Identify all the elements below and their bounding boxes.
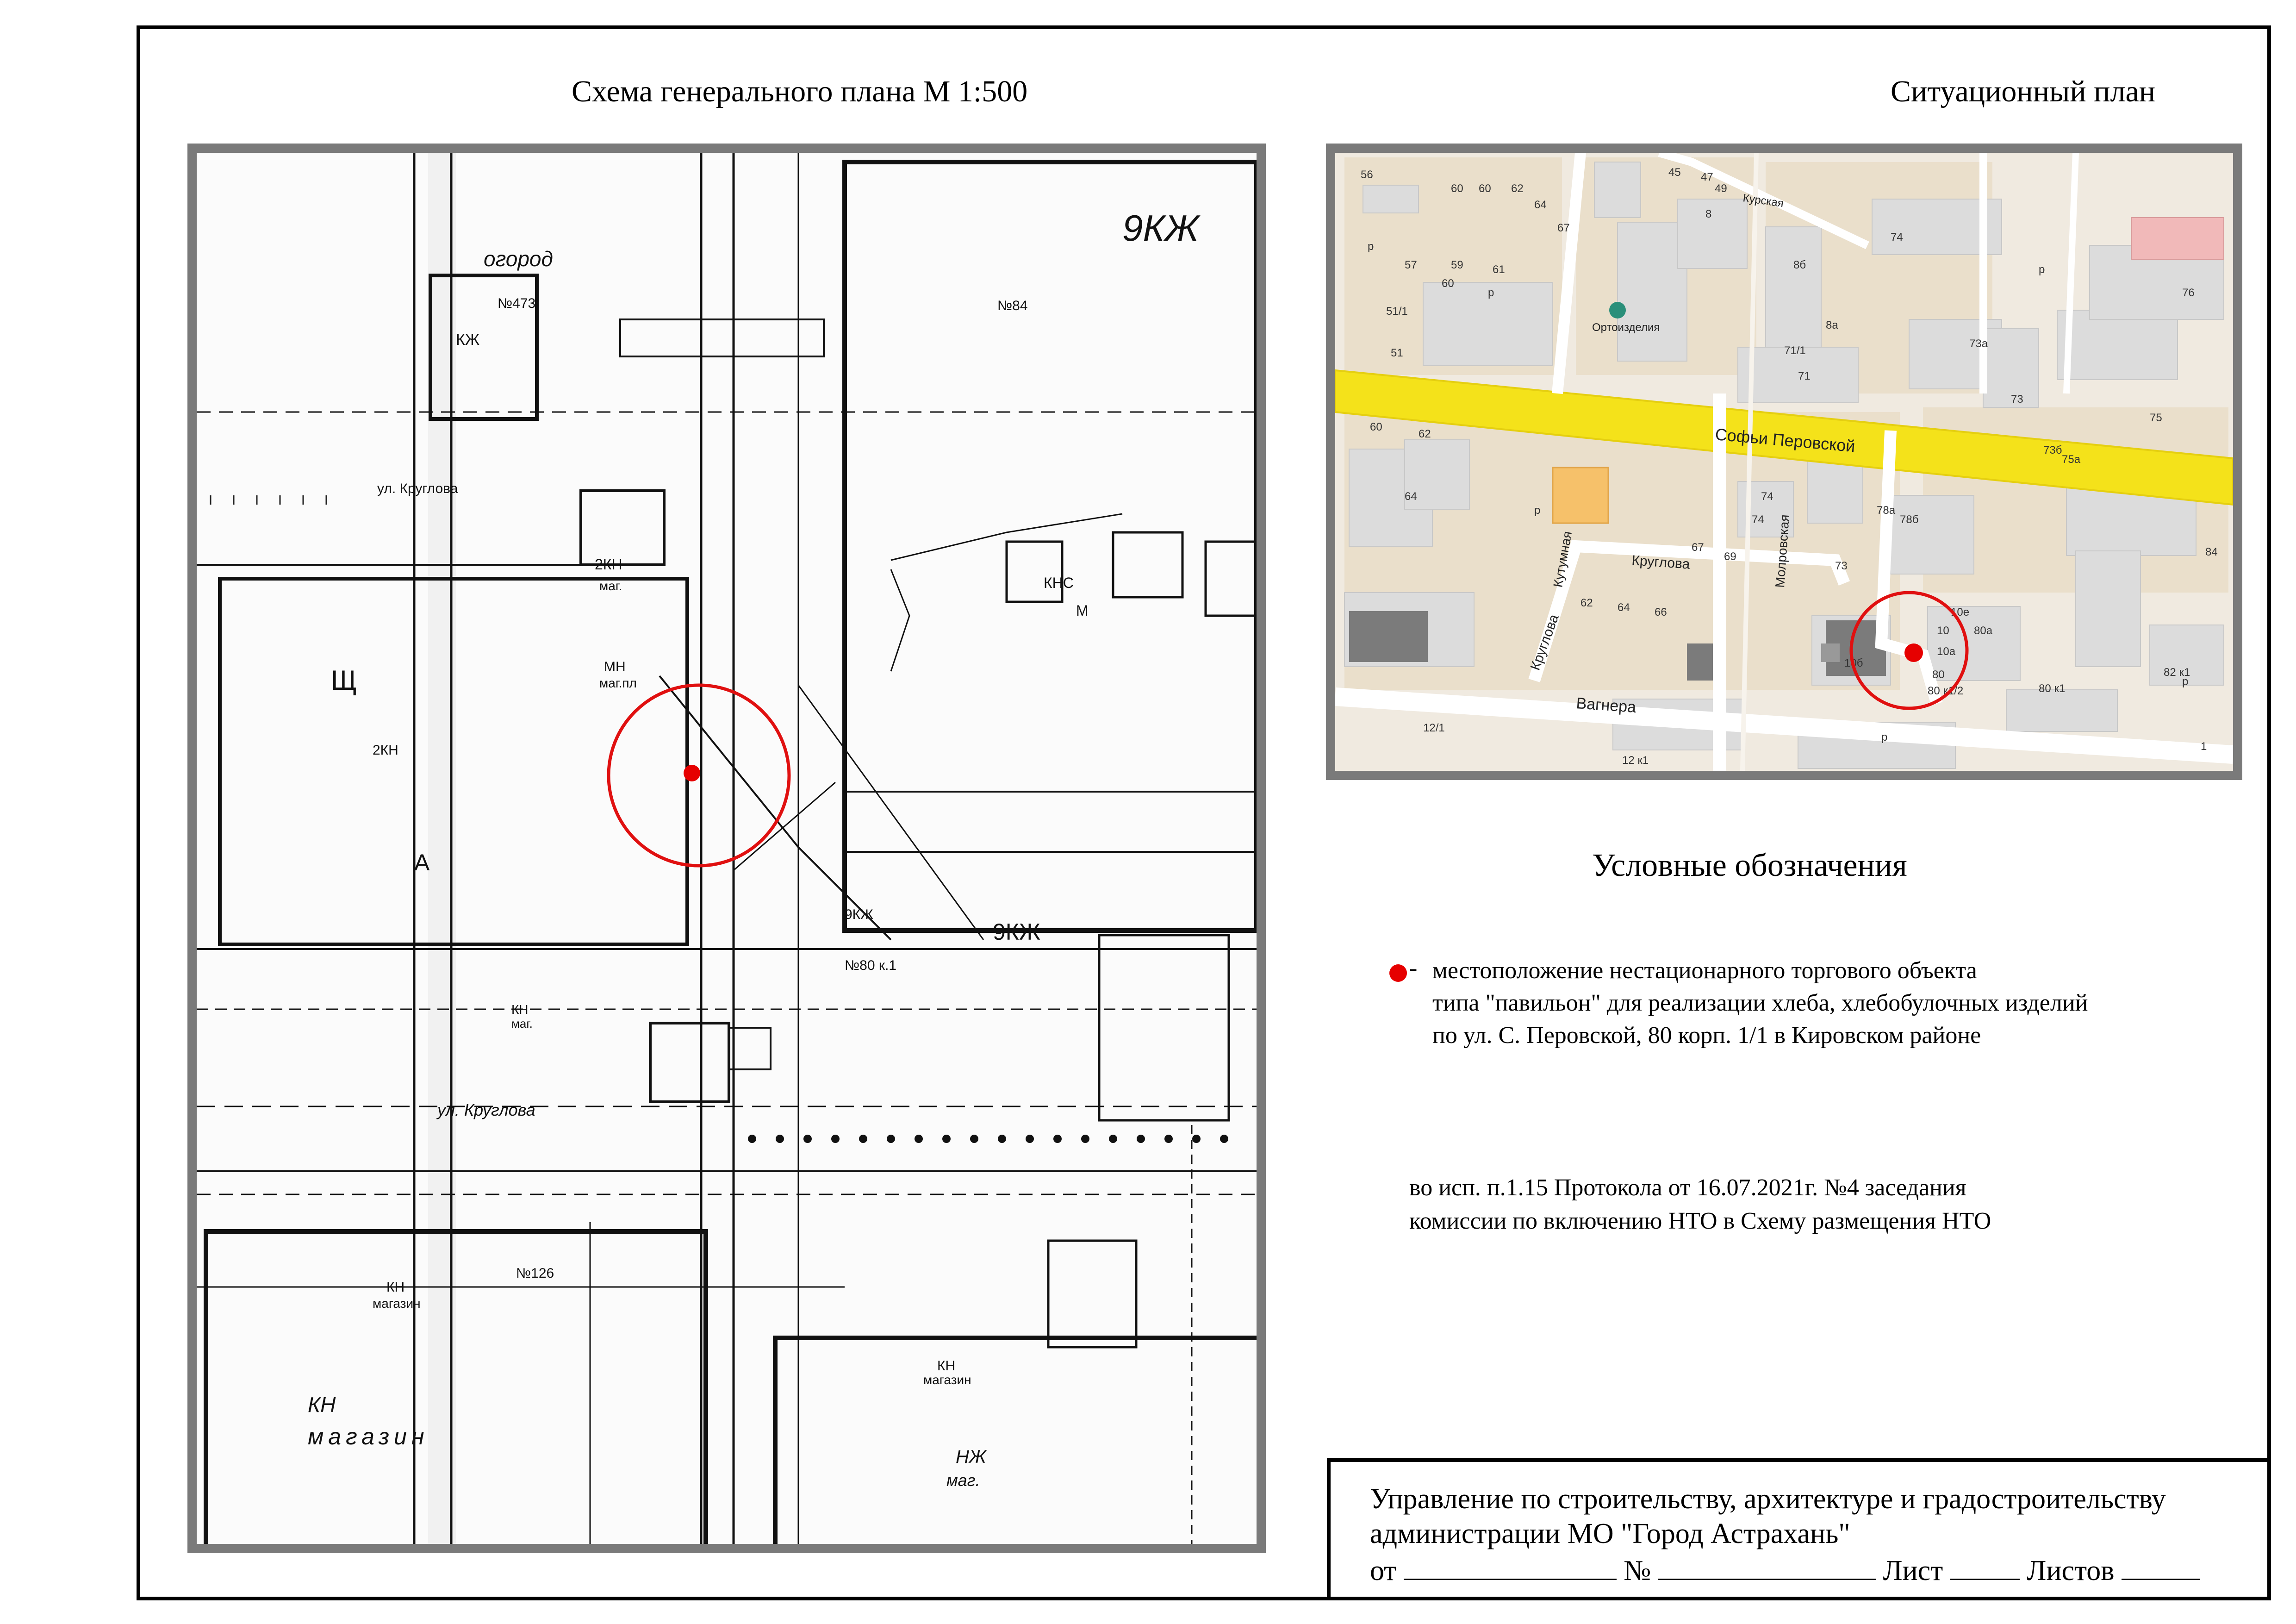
location-marker [684,765,700,781]
master-plan-drawing [197,153,1257,1544]
label-kn-mag: КН [511,1002,529,1017]
label-kn-shop2: магазин [373,1296,421,1311]
house-number: 71/1 [1784,344,1806,357]
house-number: 67 [1692,541,1704,554]
label-kn-shop-big: КН [308,1393,336,1417]
house-number: 56 [1361,169,1373,181]
house-number: 74 [1761,490,1773,503]
house-number: 74 [1891,231,1903,244]
legend-line: местоположение нестационарного торгового объекта [1432,957,1977,984]
house-number: 64 [1534,199,1547,211]
label-kn-shop: КН [386,1280,405,1295]
stamp-sheets-blank [2122,1555,2200,1580]
house-number: 47 [1701,171,1713,183]
label-nzh: НЖ [956,1447,986,1467]
house-number: 51/1 [1386,305,1408,318]
label-2kn-b: 2КН [373,743,398,758]
label-2kn: 2КН [595,556,622,573]
street-molrovskaya: Молровская [1773,514,1792,588]
house-number: 10 [1937,625,1949,637]
protocol-line: комиссии по включению НТО в Схему размещения НТО [1409,1208,1991,1234]
house-number: 64 [1618,601,1630,614]
house-number: 73а [1969,337,1988,350]
house-number: 57 [1405,259,1417,271]
house-number: 73б [2043,444,2062,456]
stamp-sheets-label: Листов [2027,1555,2115,1587]
house-number: 80а [1974,625,1993,637]
poi-ortoizdeliya-icon [1609,302,1626,319]
house-number: 60 [1370,421,1382,433]
house-number: 10б [1844,657,1863,669]
stamp-date-blank [1404,1555,1617,1580]
house-number: 8б [1793,259,1806,271]
house-number: 71 [1798,370,1811,382]
house-number: 69 [1724,550,1736,563]
label-no84: №84 [997,298,1028,313]
house-number: 76 [2182,287,2195,299]
house-number: 12/1 [1423,722,1445,734]
house-number: 78б [1900,513,1919,526]
target-marker [1904,643,1923,662]
title-stamp [1327,1458,2271,1600]
stamp-number-label: № [1624,1555,1651,1587]
house-number: 61 [1493,263,1505,276]
house-number: 78а [1877,504,1896,517]
stamp-fields [1370,1555,2200,1587]
legend-line: типа "павильон" для реализации хлеба, хлебобулочных изделий [1432,990,2088,1016]
street-kurskaya: Курская [1742,192,1785,210]
house-number: 66 [1655,606,1667,618]
street-kutumnaya: Кутумная [1550,530,1575,589]
stamp-from-label: от [1370,1555,1397,1587]
legend-line: по ул. С. Перовской, 80 корп. 1/1 в Кировском районе [1432,1022,1981,1049]
street-kruglova-2: Круглова [1527,612,1562,673]
house-number: 8а [1826,319,1838,331]
legend-marker-icon [1389,964,1407,982]
house-number: 51 [1391,347,1403,359]
protocol-line: во исп. п.1.15 Протокола от 16.07.2021г. №4 заседания [1409,1174,1966,1201]
house-number: 80 к1 [2039,682,2066,695]
legend-title: Условные обозначения [1592,848,1907,883]
situation-map-panel [1326,144,2242,780]
stamp-sheet-label: Лист [1883,1555,1943,1587]
label-kn-shop3b: магазин [923,1373,971,1387]
label-ogorod: огород [484,247,553,271]
protocol-note [1409,1171,1991,1238]
house-number: 8 [1705,208,1712,220]
label-9kzh-lbl: 9КЖ [845,907,873,922]
house-number: 10а [1937,645,1956,658]
street-vagnera: Вагнера [1575,694,1637,717]
house-number: 82 к1 [2164,666,2190,679]
label-kn-shop3: КН [937,1358,956,1374]
stamp-administration: администрации МО "Город Астрахань" [1370,1518,1850,1549]
stamp-number-blank [1658,1555,1876,1580]
parking-label: р [1534,504,1541,517]
label-mn: МН [604,659,626,675]
label-kn-shop-big2: магазин [308,1424,429,1449]
house-number: 60 [1442,277,1454,290]
parking-label: р [1488,287,1494,299]
label-2kn-mag: маг. [599,579,622,593]
stamp-sheet-blank [1950,1555,2020,1580]
label-kzh: КЖ [456,331,480,349]
parking-label: р [1881,731,1888,743]
house-number: 73 [1835,560,1848,572]
poi-ortoizdeliya: Ортоизделия [1592,321,1660,334]
house-number: 10е [1951,606,1970,618]
house-number: 67 [1557,222,1570,234]
house-number: 62 [1580,597,1593,609]
house-number: 64 [1405,490,1417,503]
house-number: 45 [1668,166,1681,179]
house-number: 59 [1451,259,1463,271]
label-kns: КНС [1044,575,1074,591]
situation-plan-heading: Ситуационный план [1891,75,2156,108]
house-number: 62 [1419,428,1431,440]
label-m: М [1076,602,1089,619]
street-sofi-perovskoy: Софьи Перовской [1714,425,1856,456]
master-plan-heading: Схема генерального плана М 1:500 [572,75,1028,108]
label-a: А [414,849,430,875]
street-kruglova: Круглова [1631,553,1691,572]
label-no126: №126 [516,1266,554,1281]
house-number: 75а [2062,453,2081,466]
label-9kzh-top: 9КЖ [1122,207,1199,249]
house-number: 60 [1451,182,1463,195]
house-number: 80 к1/2 [1928,685,1964,697]
house-number: 1 [2201,740,2207,753]
label-street-kruglova-bottom: ул. Круглова [437,1100,535,1119]
label-no473: №473 [498,296,536,311]
house-number: 62 [1511,182,1524,195]
house-number: 84 [2205,546,2218,558]
parking-label: р [1368,240,1374,253]
label-no80k1: №80 к.1 [845,958,897,973]
house-number: 73 [2011,393,2023,406]
house-number: 60 [1479,182,1491,195]
legend-text [1423,955,2088,1052]
house-number: 75 [2150,412,2162,424]
parking-label: р [2182,675,2189,688]
house-number: 74 [1752,513,1764,526]
label-shch: Щ [331,665,357,696]
house-number: 12 к1 [1622,754,1649,767]
label-9kzh: 9КЖ [993,919,1041,945]
label-nzh-mag: маг. [946,1471,980,1490]
label-kn-mag2: маг. [511,1017,533,1031]
label-mn-mag: маг.пл [599,676,637,690]
legend-dash: - [1409,955,1418,981]
label-street-kruglova: ул. Круглова [377,481,458,496]
master-plan-panel [187,144,1266,1553]
situation-map [1335,153,2233,771]
house-number: 80 [1932,668,1945,681]
stamp-department: Управление по строительству, архитектуре и градостроительству [1370,1483,2166,1515]
house-number: 49 [1715,182,1727,195]
parking-label: р [2039,263,2045,276]
